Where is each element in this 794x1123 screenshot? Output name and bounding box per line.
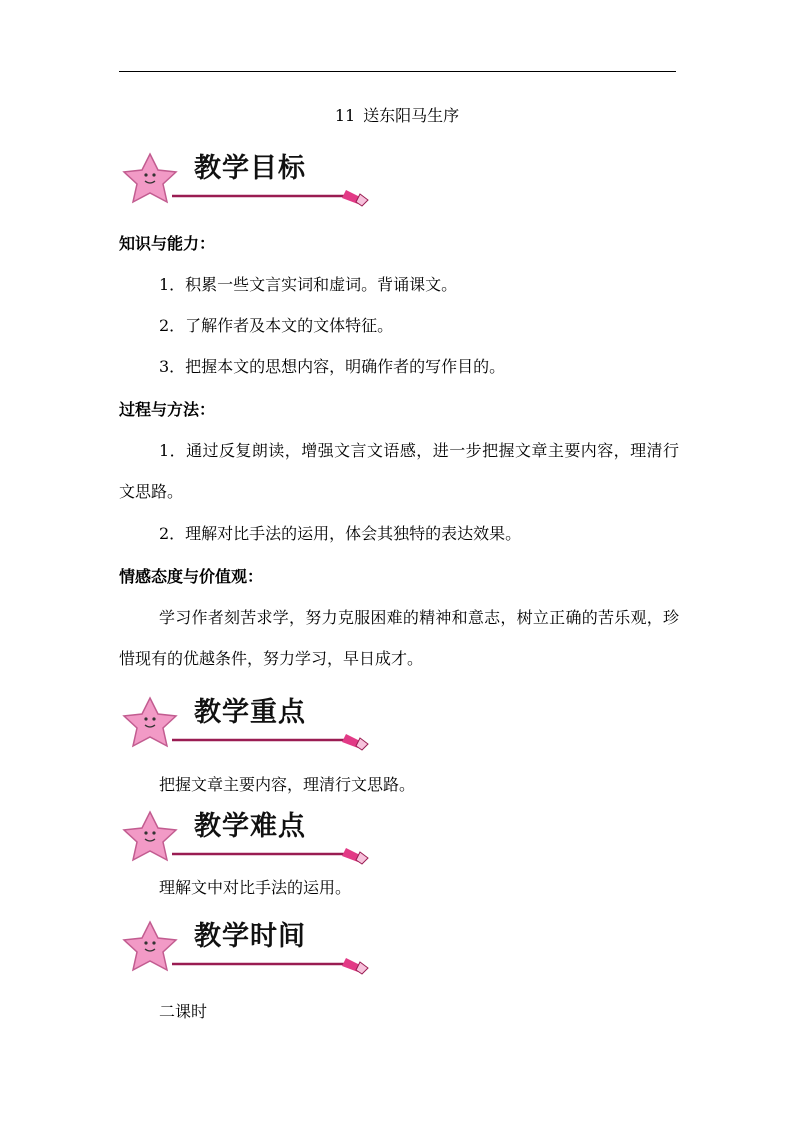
banner-label: 教学难点 <box>194 811 306 842</box>
knowledge-item-3: 3．把握本文的思想内容，明确作者的写作目的。 <box>159 357 506 376</box>
key-points-text: 把握文章主要内容，理清行文思路。 <box>159 775 416 794</box>
knowledge-heading: 知识与能力： <box>119 234 216 253</box>
banner-label: 教学时间 <box>194 921 306 952</box>
banner-key-points <box>122 694 372 754</box>
banner-difficulties <box>122 808 372 868</box>
process-heading: 过程与方法： <box>119 400 216 419</box>
emotion-text: 学习作者刻苦求学，努力克服困难的精神和意志，树立正确的苦乐观，珍惜现有的优越条件，努力学习，早日成才。 <box>119 608 679 668</box>
banner-time <box>122 918 372 978</box>
process-item-2: 2．理解对比手法的运用，体会其独特的表达效果。 <box>159 524 522 543</box>
page-title: 11 送东阳马生序 <box>334 106 460 125</box>
banner-objectives <box>122 150 372 210</box>
emotion-heading: 情感态度与价值观： <box>119 567 264 586</box>
banner-label: 教学目标 <box>194 153 306 184</box>
knowledge-item-1: 1．积累一些文言实词和虚词。背诵课文。 <box>159 275 458 294</box>
time-text: 二课时 <box>159 1002 208 1021</box>
knowledge-item-2: 2．了解作者及本文的文体特征。 <box>159 316 394 335</box>
difficulties-text: 理解文中对比手法的运用。 <box>159 878 352 897</box>
banner-label: 教学重点 <box>194 697 306 728</box>
header-rule <box>119 71 676 72</box>
process-item-1: 1．通过反复朗读，增强文言文语感，进一步把握文章主要内容，理清行文思路。 <box>119 441 679 501</box>
